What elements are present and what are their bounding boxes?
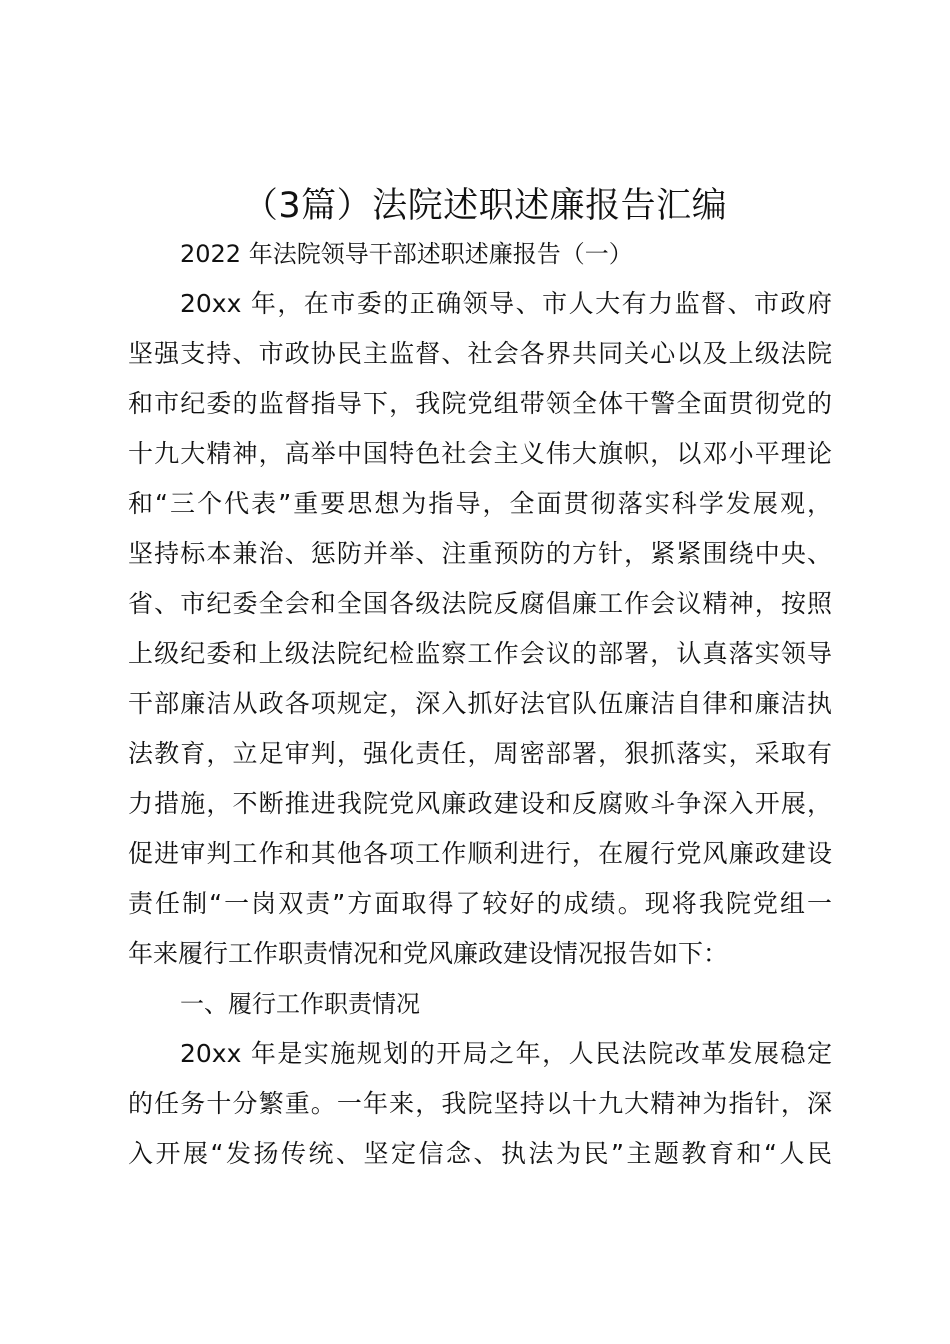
paragraph-line: 十九大精神，高举中国特色社会主义伟大旗帜，以邓小平理论 xyxy=(128,439,832,468)
paragraph-line: 和“三个代表”重要思想为指导，全面贯彻落实科学发展观， xyxy=(128,489,832,518)
paragraph-line: 省、市纪委全会和全国各级法院反腐倡廉工作会议精神，按照 xyxy=(128,589,832,618)
paragraph-line: 20xx 年，在市委的正确领导、市人大有力监督、市政府 xyxy=(180,289,832,318)
document-title: （3篇）法院述职述廉报告汇编 xyxy=(242,186,728,226)
paragraph-line: 和市纪委的监督指导下，我院党组带领全体干警全面贯彻党的 xyxy=(128,389,832,418)
paragraph-line: 的任务十分繁重。一年来，我院坚持以十九大精神为指针，深 xyxy=(128,1089,832,1118)
paragraph-line: 坚强支持、市政协民主监督、社会各界共同关心以及上级法院 xyxy=(128,339,832,368)
paragraph-line: 促进审判工作和其他各项工作顺利进行，在履行党风廉政建设 xyxy=(128,839,832,868)
paragraph-line: 坚持标本兼治、惩防并举、注重预防的方针，紧紧围绕中央、 xyxy=(128,539,832,568)
paragraph-line: 20xx 年是实施规划的开局之年，人民法院改革发展稳定 xyxy=(180,1039,832,1068)
report-subtitle: 2022 年法院领导干部述职述廉报告（一） xyxy=(180,240,633,268)
paragraph-line: 法教育，立足审判，强化责任，周密部署，狠抓落实，采取有 xyxy=(128,739,832,768)
paragraph-line: 上级纪委和上级法院纪检监察工作会议的部署，认真落实领导 xyxy=(128,639,832,668)
paragraph-line: 力措施，不断推进我院党风廉政建设和反腐败斗争深入开展， xyxy=(128,789,832,818)
paragraph-line: 年来履行工作职责情况和党风廉政建设情况报告如下： xyxy=(128,939,729,968)
paragraph-line: 责任制“一岗双责”方面取得了较好的成绩。现将我院党组一 xyxy=(128,889,832,918)
paragraph-line: 干部廉洁从政各项规定，深入抓好法官队伍廉洁自律和廉洁执 xyxy=(128,689,832,718)
paragraph-line: 入开展“发扬传统、坚定信念、执法为民”主题教育和“人民 xyxy=(128,1139,832,1168)
section-heading: 一、履行工作职责情况 xyxy=(180,990,420,1018)
